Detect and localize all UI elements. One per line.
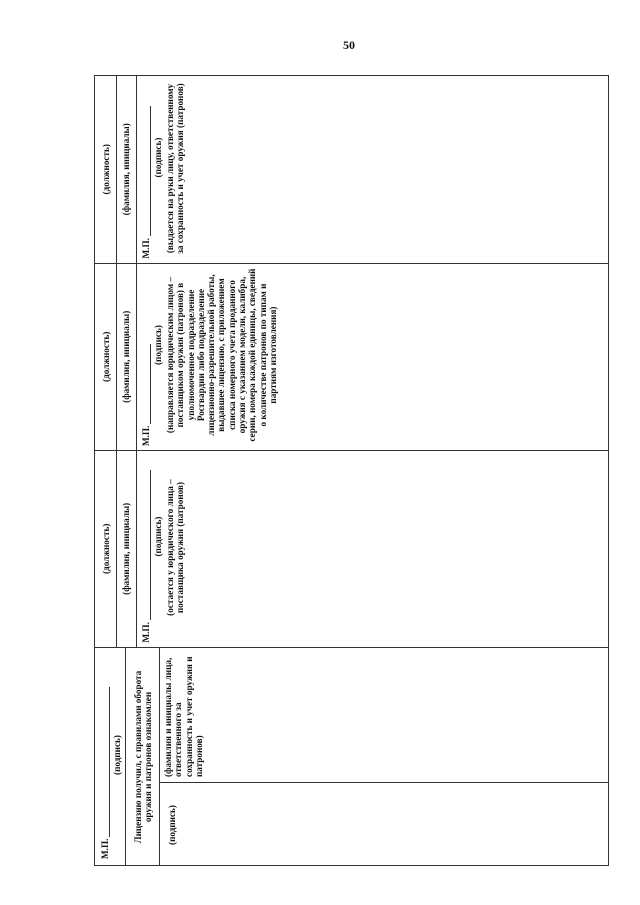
signature-underline <box>140 106 151 236</box>
signature-underline <box>99 687 110 837</box>
sub-divider <box>159 782 608 783</box>
column-supplier-copy <box>95 451 608 648</box>
signature-underline <box>140 344 151 424</box>
mp-signature-line <box>140 344 151 446</box>
signature-caption: (подпись) <box>153 137 163 178</box>
authority-copy-note: (направляется юридическим лицом – поставщиком оружия (патронов) в уполномоченное подразделение Росгвардии либо подразделение лицензионно-разрешительной работы, выдавшее лицензию, с приложением списка номерного учета проданного оружия с указанием модели, калибра, серии, номера каждой единицы, сведений о количестве патронов по типам и партиям изготовления) <box>165 268 278 442</box>
page-number: 50 <box>343 38 355 52</box>
mp-label: М.П. <box>140 622 151 643</box>
mp-label: М.П. <box>140 238 151 259</box>
mp-label: М.П. <box>140 425 151 447</box>
row-divider <box>125 648 126 865</box>
license-form-table <box>94 75 609 866</box>
row-divider <box>159 648 160 865</box>
row-divider <box>136 451 137 647</box>
mp-label: М.П. <box>99 838 110 859</box>
responsible-person-caption: (фамилия и инициалы лица, ответственного за сохранность и учет оружия и патронов) <box>163 656 204 777</box>
mp-signature-line <box>140 470 151 642</box>
license-received-text: Лицензию получил, с правилами оборота оружия и патронов ознакомлен <box>133 670 154 844</box>
sub-signature-caption: (подпись) <box>167 805 177 845</box>
name-caption: (фамилия, инициалы) <box>121 310 131 403</box>
column-authority-copy <box>95 264 608 452</box>
mp-signature-line <box>99 687 110 859</box>
position-caption: (должность) <box>101 144 111 195</box>
responsible-copy-note: (выдается на руки лицу, ответственному за сохранность и учет оружия (патронов) <box>165 83 186 254</box>
row-divider <box>116 451 117 647</box>
name-caption: (фамилия, инициалы) <box>121 123 131 216</box>
signature-caption: (подпись) <box>153 516 163 557</box>
signature-caption: (подпись) <box>112 735 122 775</box>
column-responsible-copy <box>95 76 608 264</box>
license-form-wrapper <box>94 75 609 866</box>
signature-caption: (подпись) <box>153 325 163 366</box>
mp-signature-line <box>140 106 151 258</box>
column-recipient <box>95 648 608 865</box>
supplier-copy-note: (остается у юридического лица – поставщика оружия (патронов) <box>165 479 186 616</box>
name-caption: (фамилия, инициалы) <box>121 502 131 595</box>
position-caption: (должность) <box>101 523 111 574</box>
row-divider <box>136 76 137 263</box>
signature-underline <box>140 470 151 620</box>
row-divider <box>136 264 137 451</box>
position-caption: (должность) <box>101 331 111 382</box>
row-divider <box>116 76 117 263</box>
row-divider <box>116 264 117 451</box>
